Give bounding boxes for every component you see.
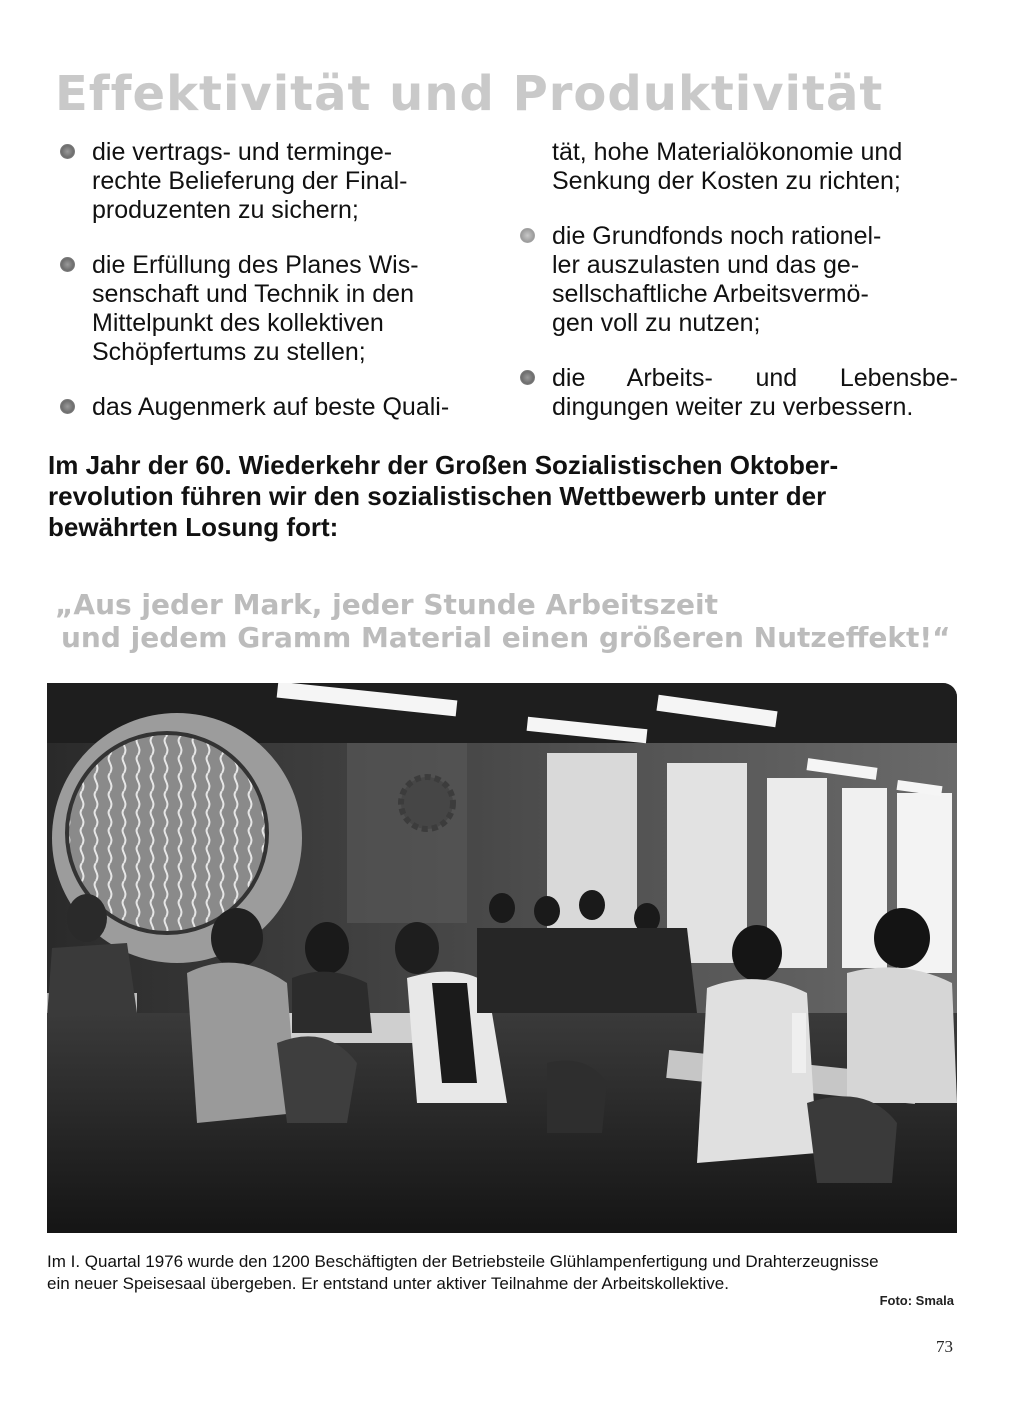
caption-line: Im I. Quartal 1976 wurde den 1200 Beschäftigten der Betriebsteile Glühlampenfertigung und Drahterzeugnisse (47, 1252, 879, 1271)
list-item-line: Schöpfertums zu stellen; (92, 338, 366, 366)
list-item-line: die vertrags- und terminge- (92, 138, 393, 166)
canteen-photo-image (47, 683, 957, 1233)
list-item (60, 251, 510, 367)
right-column (520, 138, 958, 448)
left-column (60, 138, 510, 448)
page-number: 73 (936, 1337, 953, 1356)
list-item-line: die Grundfonds noch rationel- (552, 222, 882, 250)
statement-line: Im Jahr der 60. Wiederkehr der Großen Sozialistischen Oktober- (48, 450, 839, 480)
statement-line: bewährten Losung fort: (48, 512, 339, 542)
list-item-line: gen voll zu nutzen; (552, 309, 761, 337)
list-item-line: dingungen weiter zu verbessern. (552, 393, 914, 421)
section-heading: Effektivität und Produktivität (55, 66, 884, 122)
bullet-dot-icon (60, 257, 75, 272)
list-item (520, 364, 958, 422)
list-item-line: produzenten zu sichern; (92, 196, 359, 224)
photo-credit: Foto: Smala (879, 1293, 954, 1308)
bullet-dot-icon (60, 144, 75, 159)
list-item (60, 138, 510, 225)
bullet-dot-icon (520, 228, 535, 243)
list-item-line: das Augenmerk auf beste Quali- (92, 393, 450, 421)
list-item-line: ler auszulasten und das ge- (552, 251, 860, 279)
statement-line: revolution führen wir den sozialistischen Wettbewerb unter der (48, 481, 827, 511)
list-item-line: senschaft und Technik in den (92, 280, 414, 308)
slogan-quote (55, 588, 955, 654)
list-item-line: tät, hohe Materialökonomie und (552, 138, 903, 166)
list-item-line: sellschaftliche Arbeitsvermö- (552, 280, 869, 308)
caption-line: ein neuer Speisesaal übergeben. Er entstand unter aktiver Teilnahme der Arbeitskollektive. (47, 1274, 729, 1293)
slogan-line: „Aus jeder Mark, jeder Stunde Arbeitszeit (55, 588, 718, 621)
list-item (60, 393, 510, 422)
competition-statement (48, 450, 928, 543)
bullet-dot-icon (520, 370, 535, 385)
list-item-line: Senkung der Kosten zu richten; (552, 167, 901, 195)
list-item-line: rechte Belieferung der Final- (92, 167, 408, 195)
list-item-line: Mittelpunkt des kollektiven (92, 309, 384, 337)
list-item-line: die Erfüllung des Planes Wis- (92, 251, 419, 279)
bullet-dot-icon (60, 399, 75, 414)
slogan-line: und jedem Gramm Material einen größeren Nutzeffekt!“ (61, 621, 951, 654)
photo-caption (47, 1251, 959, 1295)
list-item-line: die Arbeits- und Lebensbe- (552, 364, 958, 392)
canteen-photo (47, 683, 957, 1233)
list-item-continuation (520, 138, 958, 196)
list-item (520, 222, 958, 338)
